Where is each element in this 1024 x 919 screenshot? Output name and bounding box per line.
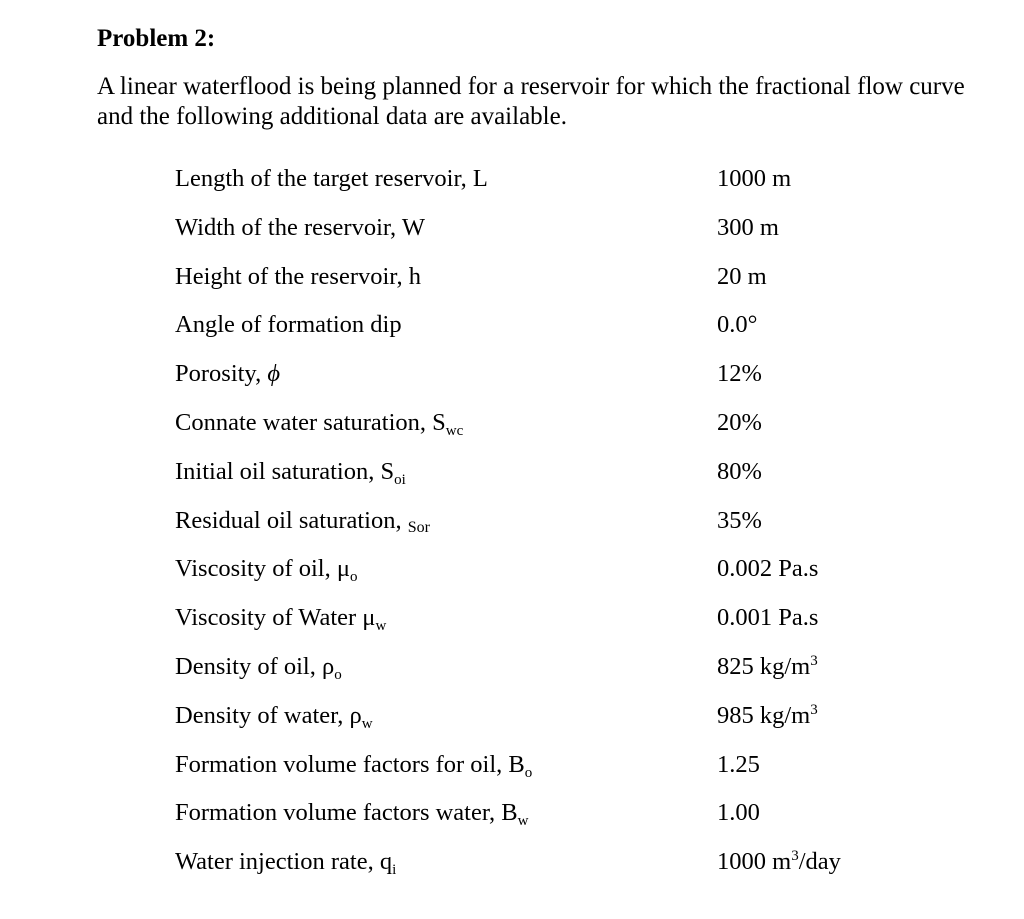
- row-value: 35%: [717, 506, 762, 534]
- label-text: Viscosity of Water μ: [175, 604, 376, 632]
- row-value: [717, 847, 841, 877]
- label-text: Density of oil, ρ: [175, 652, 335, 680]
- label-text: Residual oil saturation,: [175, 506, 408, 534]
- label-subscript: wc: [445, 422, 464, 439]
- label-subscript: Sor: [407, 518, 430, 536]
- label-subscript: oi: [394, 471, 406, 488]
- row-value: 20%: [717, 408, 762, 436]
- label-text: Water injection rate, q: [175, 848, 393, 876]
- row-value: 1.25: [717, 750, 760, 778]
- value-superscript: 3: [791, 848, 799, 865]
- problem-intro: A linear waterflood is being planned for a reservoir for which the fractional flow curve and the following additional data are available.: [97, 73, 965, 130]
- label-subscript: w: [375, 618, 387, 635]
- table-row: [175, 844, 875, 893]
- value-superscript: 3: [810, 701, 818, 718]
- label-subscript: o: [524, 764, 533, 781]
- row-value: 20 m: [717, 262, 767, 290]
- porosity-symbol: ϕ: [267, 360, 281, 388]
- row-label: [175, 457, 406, 487]
- table-row: [175, 405, 875, 454]
- row-label: [175, 603, 386, 633]
- row-label: Length of the target reservoir, L: [175, 165, 488, 192]
- label-subscript: w: [361, 715, 373, 732]
- value-text: 825 kg/m: [717, 652, 811, 680]
- row-label: [175, 652, 342, 682]
- row-label: [175, 847, 396, 877]
- value-superscript: 3: [810, 652, 818, 669]
- table-row: [175, 356, 875, 405]
- table-row: [175, 503, 875, 552]
- data-table: [175, 161, 875, 893]
- label-text: Formation volume factors water, B: [175, 799, 518, 827]
- table-row: [175, 649, 875, 698]
- row-value: 12%: [717, 360, 762, 388]
- label-text: Connate water saturation, S: [175, 408, 446, 436]
- table-row: [175, 551, 875, 600]
- row-value: 0.002 Pa.s: [717, 555, 819, 583]
- table-row: [175, 600, 875, 649]
- label-text: Viscosity of oil, μ: [175, 555, 350, 583]
- label-text: Porosity,: [175, 360, 268, 388]
- row-label: Height of the reservoir, h: [175, 262, 421, 290]
- table-row: [175, 307, 875, 356]
- row-label: [175, 506, 430, 536]
- row-value: [717, 701, 818, 731]
- label-subscript: o: [350, 569, 358, 586]
- value-suffix: /day: [798, 848, 841, 876]
- row-label: [175, 408, 463, 438]
- table-row: [175, 210, 875, 259]
- row-value: 1.00: [717, 799, 760, 827]
- table-row: [175, 454, 875, 503]
- label-text: Initial oil saturation, S: [175, 457, 395, 485]
- row-value: 300 m: [717, 213, 779, 241]
- label-text: Density of water, ρ: [175, 701, 362, 729]
- value-text: 1000 m: [717, 848, 792, 876]
- row-value: 0.001 Pa.s: [717, 604, 819, 632]
- row-value: 80%: [717, 457, 762, 485]
- problem-title: Problem 2:: [97, 25, 216, 52]
- label-subscript: o: [334, 666, 342, 683]
- row-label: Width of the reservoir, W: [175, 213, 425, 241]
- label-subscript: w: [517, 813, 529, 830]
- table-row: [175, 161, 875, 210]
- row-label: [175, 798, 528, 828]
- table-row: [175, 795, 875, 844]
- row-label: [175, 701, 373, 731]
- row-label: Angle of formation dip: [175, 311, 402, 339]
- row-label: [175, 359, 280, 389]
- table-row: [175, 259, 875, 308]
- row-value: 0.0°: [717, 311, 758, 339]
- table-row: [175, 698, 875, 747]
- row-value: 1000 m: [717, 165, 792, 192]
- label-text: Formation volume factors for oil, B: [175, 750, 525, 778]
- row-label: [175, 554, 358, 584]
- label-subscript: i: [392, 862, 397, 879]
- row-value: [717, 652, 818, 682]
- value-text: 985 kg/m: [717, 701, 811, 729]
- row-label: [175, 750, 532, 780]
- table-row: [175, 747, 875, 796]
